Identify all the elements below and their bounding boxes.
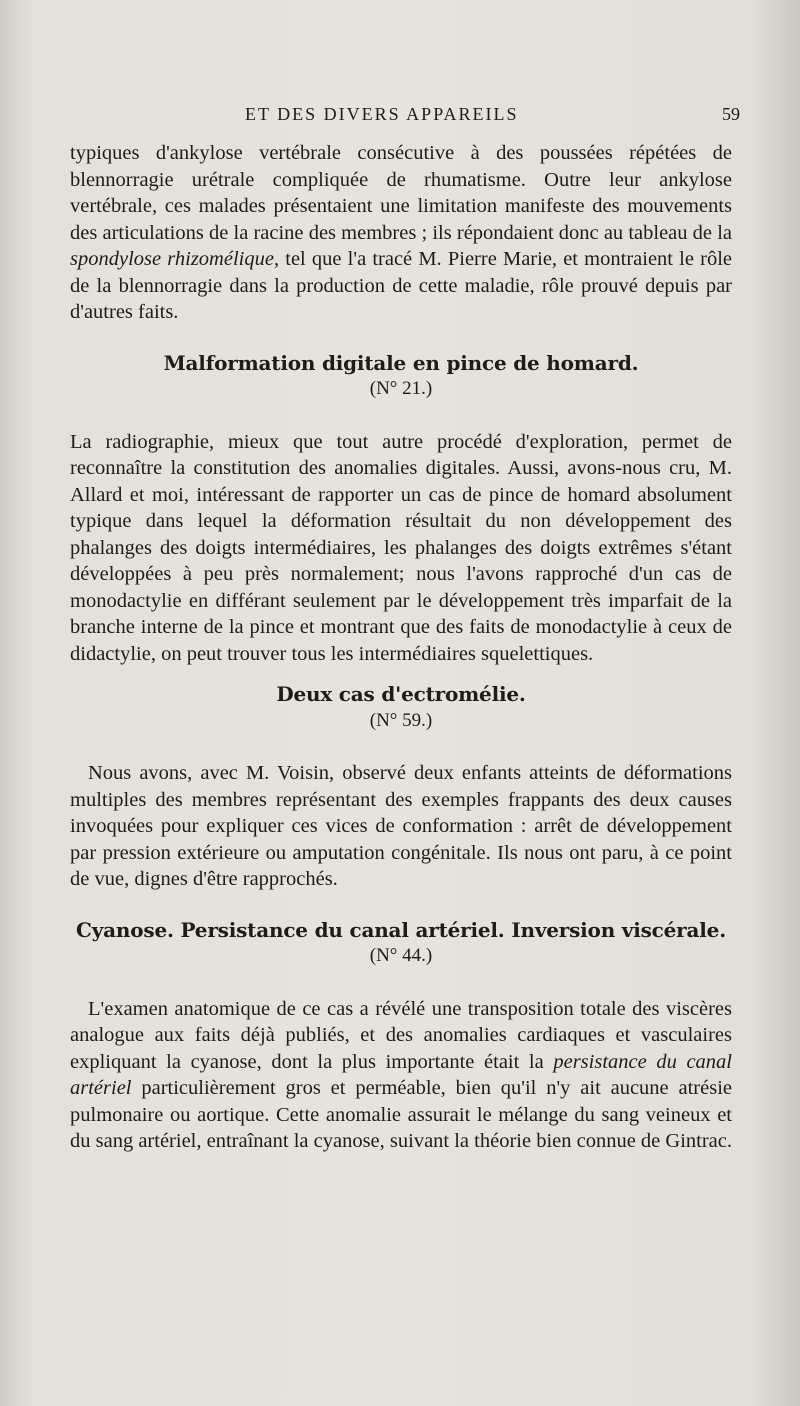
section-heading-lobster-claw: Malformation digitale en pince de homard. (163, 350, 639, 375)
paragraph-intro: typiques d'ankylose vertébrale consécutive à des poussées répétées de blennorragie urétrale compliquée de rhumatisme. Outre leur ankylose vertébrale, ces malades présentaient une limitation manifeste des mouvements des articulations de la racine des membres ; ils répondaient donc au tableau de la spondylose rhizomélique, tel que l'a tracé M. Pierre Marie, et montraient le rôle de la blennorragie dans la production de cette maladie, rôle prouvé depuis par d'autres faits. (70, 142, 732, 323)
page-number: 59 (722, 104, 740, 124)
italic-term: persistance du canal artériel (70, 1050, 732, 1099)
paragraph-ectromelia: Nous avons, avec M. Voisin, observé deux enfants atteints de déformations multiples des membres représentant des exemples frappants des deux causes invoquées pour expliquer ces vices de conformation : arrêt de développement par pression extérieure ou amputation congénitale. Ils nous ont paru, à ce point de vue, dignes d'être rapprochés. (70, 762, 732, 890)
paragraph-cyanosis: L'examen anatomique de ce cas a révélé une transposition totale des viscères analogue aux faits déjà publiés, et des anomalies cardiaques et vasculaires expliquant la cyanose, dont la plus importante était la persistance du canal artériel particulièrement gros et perméable, bien qu'il n'y ait aucune atrésie pulmonaire ou aortique. Cette anomalie assurait le mélange du sang veineux et du sang artériel, entraînant la cyanose, suivant la théorie bien connue de Gintrac. (70, 997, 733, 1152)
section-heading-cyanosis: Cyanose. Persistance du canal artériel. Inversion viscérale. (76, 917, 726, 942)
section-ref-44: (N° 44.) (369, 945, 433, 966)
paragraph-lobster-claw: La radiographie, mieux que tout autre procédé d'exploration, permet de reconnaître la constitution des anomalies digitales. Aussi, avons-nous cru, M. Allard et moi, intéressant de rapporter un cas de pince de homard absolument typique dans lequel la déformation résultait du non développement des phalanges des doigts intermédiaires, les phalanges des doigts extrêmes s'étant développées à peu près normalement; nous l'avons rapproché d'un cas de monodactylie en différant seulement par le développement très imparfait de la branche interne de la pince et montrant que des faits de monodactylie à ceux de didactylie, on peut trouver tous les intermédiaires squelettiques. (70, 430, 732, 665)
section-heading-ectromelia: Deux cas d'ectromélie. (276, 682, 526, 706)
section-ref-21: (N° 21.) (369, 378, 433, 399)
running-title: ET DES DIVERS APPAREILS (245, 104, 519, 124)
running-header (70, 104, 740, 130)
page-body (70, 140, 732, 1155)
italic-term: spondylose rhizomélique (70, 248, 274, 270)
section-ref-59: (N° 59.) (369, 709, 433, 731)
